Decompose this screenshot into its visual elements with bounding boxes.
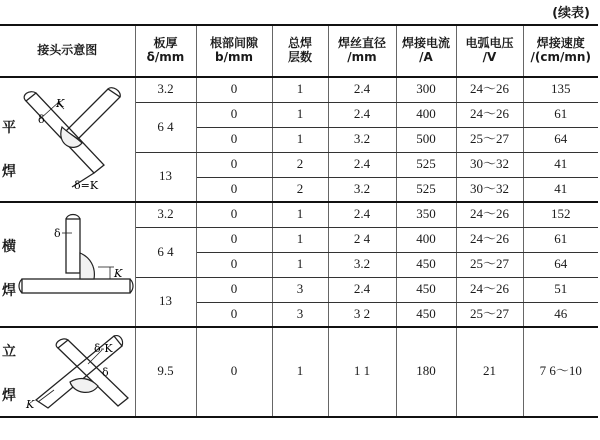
passes-cell: 3 — [272, 277, 328, 302]
wire-cell: 2 4 — [328, 227, 396, 252]
header-speed: 焊接速度 /(cm/mn) — [523, 25, 598, 77]
thickness-cell: 13 — [135, 277, 196, 327]
thickness-cell: 9.5 — [135, 327, 196, 417]
voltage-cell: 24～26 — [456, 202, 523, 227]
delta-equals-k-label: δ-K — [94, 342, 113, 355]
passes-cell: 1 — [272, 327, 328, 417]
current-cell: 525 — [396, 177, 456, 202]
delta-label: δ — [38, 112, 45, 126]
position-label: 焊 — [2, 388, 16, 404]
wire-cell: 2.4 — [328, 77, 396, 102]
current-cell: 180 — [396, 327, 456, 417]
table-row — [0, 77, 598, 102]
thickness-cell: 3.2 — [135, 77, 196, 102]
wire-cell: 3.2 — [328, 127, 396, 152]
speed-cell: 51 — [523, 277, 598, 302]
position-label: 立 — [2, 344, 16, 360]
current-cell: 450 — [396, 252, 456, 277]
header-wire-diameter: 焊丝直径 /mm — [328, 25, 396, 77]
wire-cell: 3 2 — [328, 302, 396, 327]
speed-cell: 64 — [523, 252, 598, 277]
voltage-cell: 30～32 — [456, 177, 523, 202]
current-cell: 500 — [396, 127, 456, 152]
position-cell-vertical — [0, 327, 135, 417]
gap-cell: 0 — [196, 277, 272, 302]
horizontal-fillet-joint-diagram — [18, 205, 134, 321]
gap-cell: 0 — [196, 177, 272, 202]
speed-cell: 61 — [523, 102, 598, 127]
thickness-cell: 13 — [135, 152, 196, 202]
position-cell-flat — [0, 77, 135, 202]
gap-cell: 0 — [196, 77, 272, 102]
table-row — [0, 202, 598, 227]
voltage-cell: 25～27 — [456, 302, 523, 327]
passes-cell: 3 — [272, 302, 328, 327]
thickness-cell: 6 4 — [135, 227, 196, 277]
voltage-cell: 24～26 — [456, 102, 523, 127]
position-label: 焊 — [2, 283, 16, 299]
header-root-gap: 根部间隙 b/mm — [196, 25, 272, 77]
header-current: 焊接电流 /A — [396, 25, 456, 77]
position-label: 焊 — [2, 164, 16, 180]
gap-cell: 0 — [196, 227, 272, 252]
speed-cell: 41 — [523, 152, 598, 177]
passes-cell: 2 — [272, 177, 328, 202]
position-cell-horizontal — [0, 202, 135, 327]
k-label: K — [26, 398, 35, 411]
continued-label: (续表) — [552, 6, 590, 21]
thickness-cell: 6 4 — [135, 102, 196, 152]
current-cell: 300 — [396, 77, 456, 102]
voltage-cell: 25～27 — [456, 127, 523, 152]
thickness-cell: 3.2 — [135, 202, 196, 227]
passes-cell: 1 — [272, 102, 328, 127]
header-voltage: 电弧电压 /V — [456, 25, 523, 77]
header-passes: 总焊 层数 — [272, 25, 328, 77]
position-label: 平 — [2, 120, 16, 136]
wire-cell: 2.4 — [328, 152, 396, 177]
position-label: 横 — [2, 239, 16, 255]
k-label: K — [114, 266, 123, 280]
gap-cell: 0 — [196, 302, 272, 327]
current-cell: 525 — [396, 152, 456, 177]
welding-parameters-table — [0, 24, 598, 418]
voltage-cell: 25～27 — [456, 252, 523, 277]
gap-cell: 0 — [196, 127, 272, 152]
voltage-cell: 24～26 — [456, 77, 523, 102]
passes-cell: 1 — [272, 127, 328, 152]
speed-cell: 46 — [523, 302, 598, 327]
delta-label: δ — [54, 226, 61, 240]
current-cell: 450 — [396, 277, 456, 302]
voltage-cell: 24～26 — [456, 227, 523, 252]
delta-label: δ — [102, 366, 109, 379]
voltage-cell: 30～32 — [456, 152, 523, 177]
wire-cell: 2.4 — [328, 202, 396, 227]
speed-cell: 61 — [523, 227, 598, 252]
passes-cell: 1 — [272, 202, 328, 227]
wire-cell: 3.2 — [328, 177, 396, 202]
gap-cell: 0 — [196, 252, 272, 277]
passes-cell: 2 — [272, 152, 328, 177]
current-cell: 350 — [396, 202, 456, 227]
table-row — [0, 327, 598, 417]
wire-cell: 2.4 — [328, 277, 396, 302]
delta-equals-k-label: δ=K — [74, 178, 99, 192]
wire-cell: 1 1 — [328, 327, 396, 417]
flat-fillet-joint-diagram — [16, 83, 134, 193]
speed-cell: 64 — [523, 127, 598, 152]
gap-cell: 0 — [196, 102, 272, 127]
speed-cell: 152 — [523, 202, 598, 227]
voltage-cell: 24～26 — [456, 277, 523, 302]
current-cell: 400 — [396, 102, 456, 127]
gap-cell: 0 — [196, 202, 272, 227]
k-label: K — [56, 96, 65, 110]
passes-cell: 1 — [272, 252, 328, 277]
gap-cell: 0 — [196, 327, 272, 417]
gap-cell: 0 — [196, 152, 272, 177]
header-row — [0, 25, 598, 77]
header-plate-thickness: 板厚 δ/mm — [135, 25, 196, 77]
speed-cell: 41 — [523, 177, 598, 202]
passes-cell: 1 — [272, 227, 328, 252]
wire-cell: 3.2 — [328, 252, 396, 277]
wire-cell: 2.4 — [328, 102, 396, 127]
header-diagram: 接头示意图 — [0, 25, 135, 77]
passes-cell: 1 — [272, 77, 328, 102]
current-cell: 450 — [396, 302, 456, 327]
voltage-cell: 21 — [456, 327, 523, 417]
vertical-fillet-joint-diagram — [18, 328, 134, 412]
speed-cell: 7 6～10 — [523, 327, 598, 417]
speed-cell: 135 — [523, 77, 598, 102]
current-cell: 400 — [396, 227, 456, 252]
